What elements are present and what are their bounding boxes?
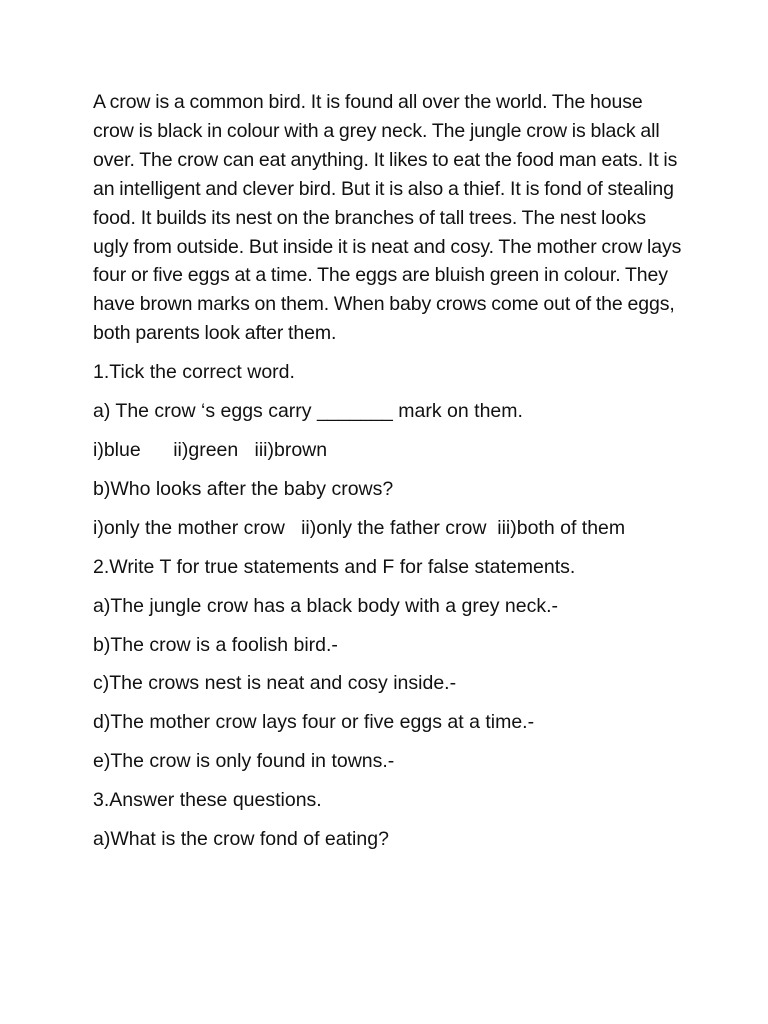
question-1a-options: i)blue ii)green iii)brown: [93, 438, 328, 461]
question-3-heading: 3.Answer these questions.: [93, 789, 322, 812]
statement-2b: b)The crow is a foolish bird.-: [93, 633, 338, 656]
question-3a: a)What is the crow fond of eating?: [93, 828, 389, 851]
statement-2e: e)The crow is only found in towns.-: [93, 750, 395, 773]
statement-2c: c)The crows nest is neat and cosy inside.-: [93, 672, 457, 695]
question-1-heading: 1.Tick the correct word.: [93, 361, 295, 384]
question-1b-options: i)only the mother crow ii)only the father crow iii)both of them: [93, 516, 626, 539]
statement-2a: a)The jungle crow has a black body with a grey neck.-: [93, 594, 558, 617]
question-2-heading: 2.Write T for true statements and F for false statements.: [93, 555, 576, 578]
question-1a: a) The crow ‘s eggs carry _______ mark on them.: [93, 400, 523, 423]
reading-passage: A crow is a common bird. It is found all over the world. The house crow is black in colour with a grey neck. The jungle crow is black all over. The crow can eat anything. It likes to eat the food man eats. It is an intelligent and clever bird. But it is also a thief. It is fond of stealing food. It builds its nest on the branches of tall trees. The nest looks ugly from outside. But inside it is neat and cosy. The mother crow lays four or five eggs at a time. The eggs are bluish green in colour. They have brown marks on them. When baby crows come out of the eggs, both parents look after them.: [93, 91, 682, 345]
statement-2d: d)The mother crow lays four or five eggs at a time.-: [93, 711, 535, 734]
worksheet-page: [93, 88, 683, 864]
question-1b: b)Who looks after the baby crows?: [93, 477, 394, 500]
